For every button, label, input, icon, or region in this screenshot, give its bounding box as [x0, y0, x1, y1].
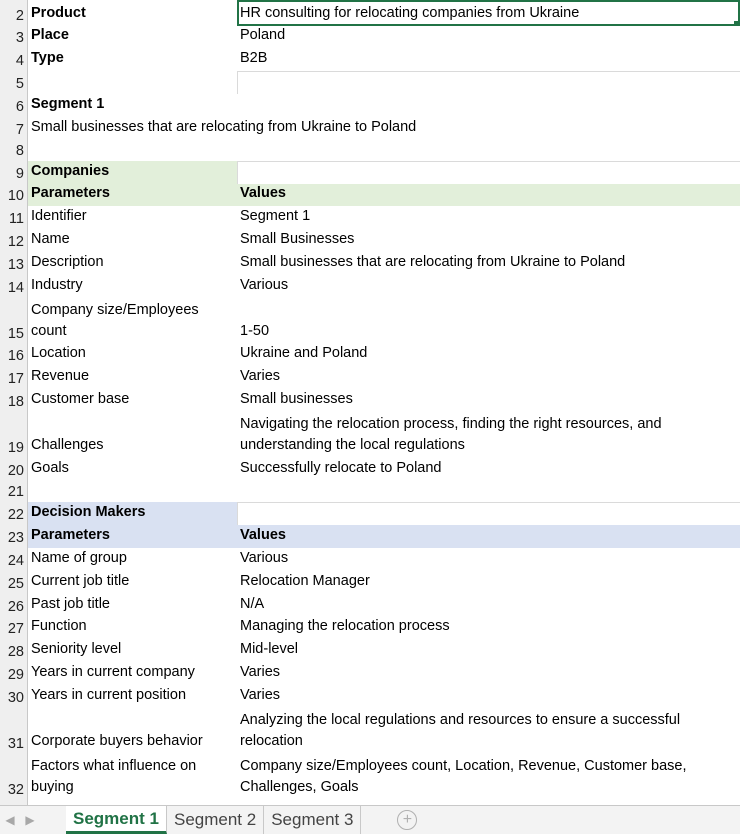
cell-b-selected[interactable] [237, 0, 740, 26]
cell-a[interactable]: Identifier [31, 208, 87, 224]
cell-b-header[interactable]: Values [237, 525, 740, 548]
row-27 [0, 617, 740, 639]
row-8 [0, 140, 740, 161]
row-24 [0, 548, 740, 571]
cell-a[interactable]: Seniority level [31, 641, 122, 657]
row-header[interactable]: 22 [0, 502, 28, 525]
cell-a[interactable]: Goals [31, 460, 69, 476]
row-21 [0, 481, 740, 502]
cell-a[interactable]: Product [31, 5, 86, 21]
row-6 [0, 94, 740, 117]
cell-a[interactable]: Challenges [31, 437, 104, 453]
sheet-tab-segment-3[interactable]: Segment 3 [264, 806, 361, 834]
row-header[interactable]: 29 [0, 662, 28, 685]
row-2 [0, 0, 740, 26]
row-header[interactable]: 30 [0, 685, 28, 708]
cell-b[interactable]: Segment 1 [240, 208, 311, 224]
row-22 [0, 502, 740, 525]
row-header[interactable]: 6 [0, 94, 28, 117]
row-header[interactable]: 12 [0, 229, 28, 252]
cell-b[interactable]: Poland [240, 27, 286, 43]
row-header[interactable]: 11 [0, 206, 28, 229]
row-32 [0, 754, 740, 800]
cell-b[interactable] [237, 71, 740, 94]
cell-a[interactable]: Location [31, 345, 86, 361]
row-10 [0, 184, 740, 206]
cell-a-section[interactable]: Companies [28, 161, 237, 184]
cell-a[interactable]: Type [31, 50, 64, 66]
cell-b[interactable]: Managing the relocation process [240, 618, 450, 634]
row-header[interactable]: 26 [0, 594, 28, 617]
cell-b[interactable]: Varies [240, 664, 281, 680]
cell-a[interactable]: Name of group [31, 550, 127, 566]
row-header[interactable]: 19 [0, 412, 28, 458]
row-header[interactable]: 18 [0, 389, 28, 412]
cell-b[interactable]: Company size/Employees count, Location, Revenue, Customer base, Challenges, Goals [240, 758, 687, 795]
cell-b[interactable] [237, 94, 740, 117]
row-header[interactable]: 15 [0, 298, 28, 344]
cell-b-header[interactable]: Values [237, 184, 740, 206]
row-3 [0, 26, 740, 48]
cell-a[interactable]: Company size/Employees count [31, 302, 199, 339]
row-14 [0, 275, 740, 298]
sheet-tab-bar [0, 805, 740, 834]
cell-b[interactable] [237, 502, 740, 525]
cell-a[interactable]: Corporate buyers behavior [31, 733, 203, 749]
row-header[interactable]: 17 [0, 366, 28, 389]
row-13 [0, 252, 740, 275]
cell-a[interactable]: Revenue [31, 368, 90, 384]
row-19 [0, 412, 740, 458]
row-23 [0, 525, 740, 548]
cell-a[interactable] [28, 140, 237, 161]
row-header[interactable]: 28 [0, 639, 28, 662]
next-sheet-icon[interactable]: ▶ [25, 813, 35, 827]
cell-b[interactable]: Mid-level [240, 641, 299, 657]
row-header[interactable]: 23 [0, 525, 28, 548]
row-4 [0, 48, 740, 71]
row-header[interactable]: 27 [0, 617, 28, 639]
cell-b[interactable]: Small businesses [240, 391, 353, 407]
row-9 [0, 161, 740, 184]
row-17 [0, 366, 740, 389]
cell-a[interactable]: Segment 1 [31, 96, 105, 112]
row-header[interactable]: 10 [0, 184, 28, 206]
row-18 [0, 389, 740, 412]
row-7 [0, 117, 740, 140]
cell-a[interactable]: Industry [31, 277, 83, 293]
row-header[interactable]: 31 [0, 708, 28, 754]
cell-b[interactable] [237, 481, 740, 502]
row-28 [0, 639, 740, 662]
cell-b[interactable]: Various [240, 277, 289, 293]
row-25 [0, 571, 740, 594]
cell-a-header[interactable]: Parameters [28, 525, 237, 548]
cell-b[interactable]: N/A [240, 596, 265, 612]
cell-a[interactable]: Factors what influence on buying [31, 758, 197, 795]
row-header[interactable]: 16 [0, 344, 28, 366]
prev-sheet-icon[interactable]: ◀ [5, 813, 15, 827]
cell-a-header[interactable]: Parameters [28, 184, 237, 206]
row-20 [0, 458, 740, 481]
cell-a[interactable]: Name [31, 231, 70, 247]
row-header[interactable]: 3 [0, 26, 28, 48]
cell-a[interactable]: Customer base [31, 391, 130, 407]
row-header[interactable]: 24 [0, 548, 28, 571]
cell-b[interactable]: Ukraine and Poland [240, 345, 368, 361]
cell-a[interactable]: Place [31, 27, 69, 43]
cell-a-section[interactable]: Decision Makers [28, 502, 237, 525]
row-15 [0, 298, 740, 344]
row-header[interactable]: 9 [0, 161, 28, 184]
row-header[interactable]: 20 [0, 458, 28, 481]
cell-b[interactable]: Small Businesses [240, 231, 355, 247]
row-header[interactable]: 25 [0, 571, 28, 594]
sheet-tab-segment-1[interactable]: Segment 1 [66, 806, 167, 834]
row-header[interactable]: 13 [0, 252, 28, 275]
cell-b[interactable] [237, 161, 740, 184]
cell-b[interactable]: Various [240, 550, 289, 566]
cell-b[interactable]: Analyzing the local regulations and resources to ensure a successful relocation [240, 712, 681, 749]
row-header[interactable]: 7 [0, 117, 28, 140]
add-sheet-icon[interactable]: + [397, 810, 417, 830]
row-header[interactable]: 2 [0, 0, 28, 26]
cell-b[interactable]: Relocation Manager [240, 573, 370, 589]
row-11 [0, 206, 740, 229]
cell-a[interactable]: Years in current company [31, 664, 195, 680]
cell-a[interactable]: Current job title [31, 573, 130, 589]
row-29 [0, 662, 740, 685]
cell-b[interactable]: B2B [240, 50, 268, 66]
row-header[interactable]: 5 [0, 71, 28, 94]
row-header[interactable]: 8 [0, 140, 28, 161]
cell-a[interactable] [28, 481, 237, 502]
row-header[interactable]: 14 [0, 275, 28, 298]
row-30 [0, 685, 740, 708]
row-5 [0, 71, 740, 94]
row-31 [0, 708, 740, 754]
cell-b-text: HR consulting for relocating companies from Ukraine [240, 5, 580, 21]
row-16 [0, 344, 740, 366]
cell-a[interactable]: Years in current position [31, 687, 187, 703]
cell-b[interactable]: 1-50 [240, 323, 270, 339]
cell-b[interactable]: Successfully relocate to Poland [240, 460, 442, 476]
cell-a[interactable] [28, 71, 237, 94]
cell-a[interactable]: Function [31, 618, 87, 634]
sheet-tab-segment-2[interactable]: Segment 2 [167, 806, 264, 834]
cell-b[interactable]: Small businesses that are relocating from Ukraine to Poland [240, 254, 626, 270]
cell-b[interactable]: Navigating the relocation process, finding the right resources, and understanding the local regulations [240, 416, 662, 453]
cell-b[interactable] [237, 140, 740, 161]
cell-a-overflow[interactable]: Small businesses that are relocating from Ukraine to Poland [31, 119, 417, 135]
cell-b[interactable]: Varies [240, 368, 281, 384]
row-12 [0, 229, 740, 252]
row-header[interactable]: 32 [0, 754, 28, 800]
row-26 [0, 594, 740, 617]
cell-a[interactable]: Description [31, 254, 104, 270]
cell-b[interactable]: Varies [240, 687, 281, 703]
cell-a[interactable]: Past job title [31, 596, 110, 612]
row-header[interactable]: 21 [0, 481, 28, 502]
row-header[interactable]: 4 [0, 48, 28, 71]
